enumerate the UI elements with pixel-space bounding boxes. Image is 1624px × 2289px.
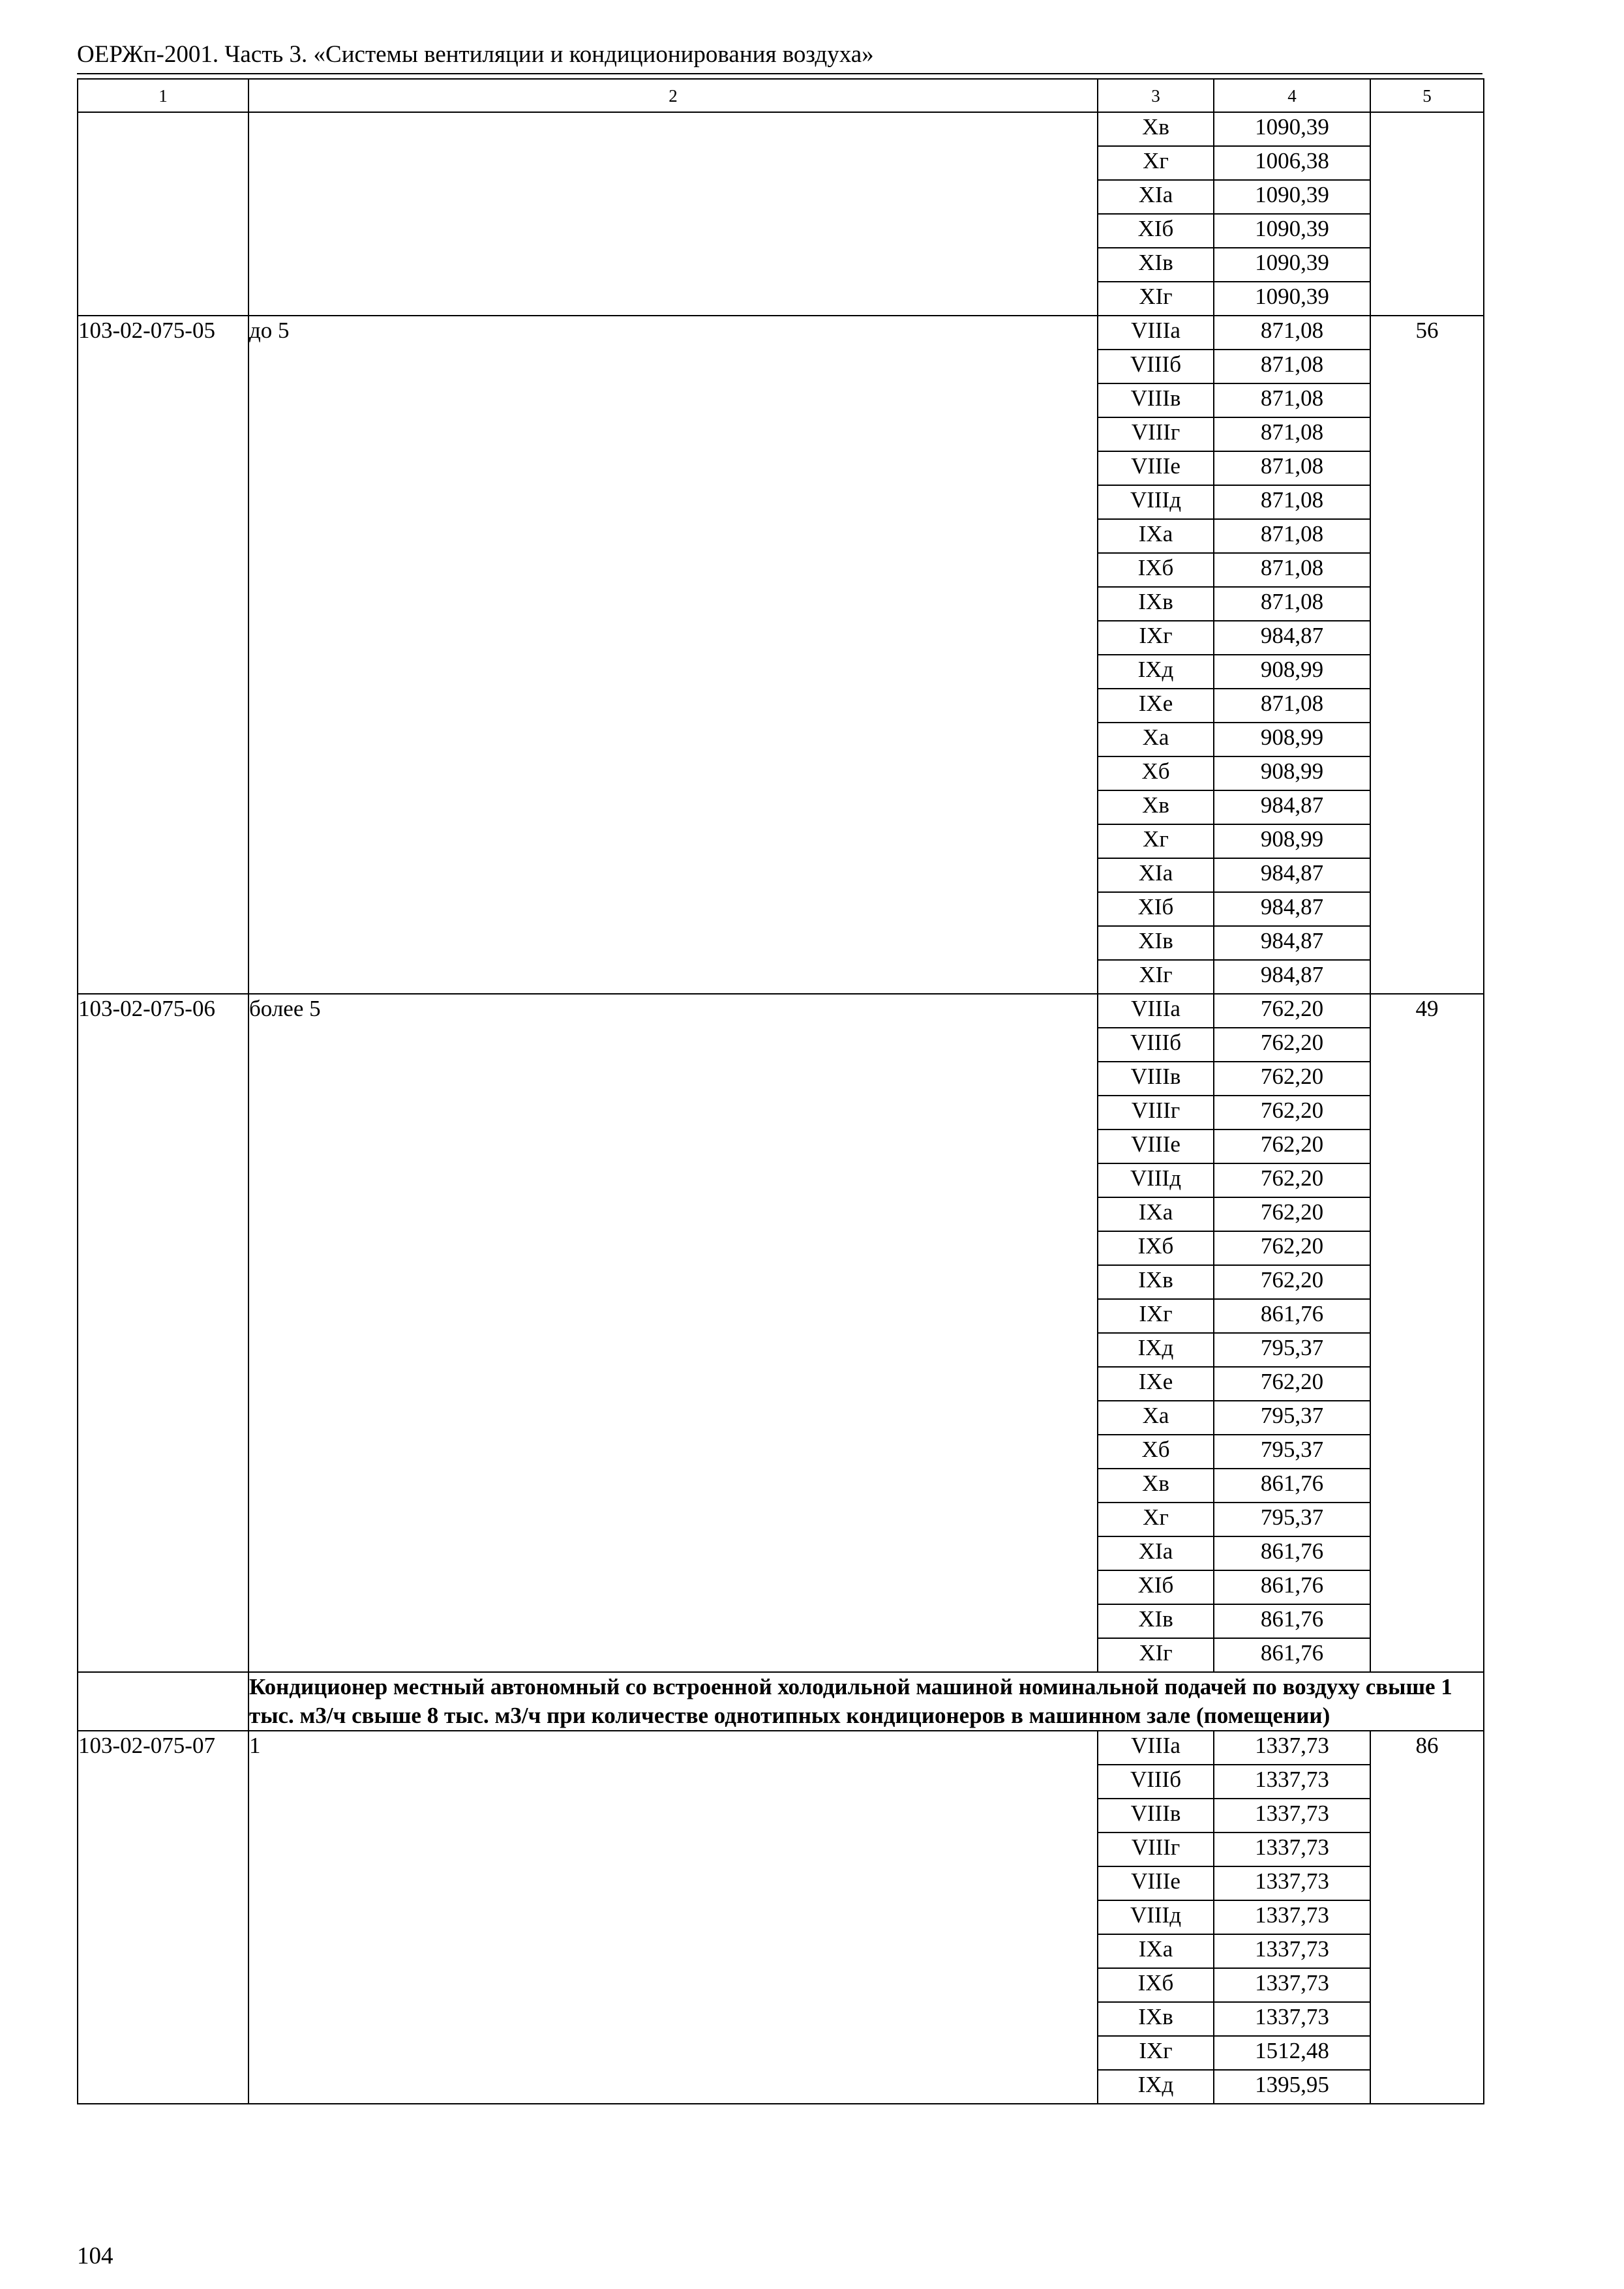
price-value: 984,87 xyxy=(1214,892,1370,926)
price-value: 762,20 xyxy=(1214,1265,1370,1299)
price-value: 861,76 xyxy=(1214,1638,1370,1672)
zone-code: IХе xyxy=(1098,689,1214,723)
price-value: 795,37 xyxy=(1214,1333,1370,1367)
zone-code: IХв xyxy=(1098,1265,1214,1299)
column-number: 3 xyxy=(1098,79,1214,112)
zone-code: ХIб xyxy=(1098,214,1214,248)
price-value: 871,08 xyxy=(1214,689,1370,723)
zone-code: IХб xyxy=(1098,1231,1214,1265)
item-value: 49 xyxy=(1370,994,1484,1672)
zone-code: VIIIб xyxy=(1098,350,1214,383)
zone-code: ХIб xyxy=(1098,1570,1214,1604)
price-value: 984,87 xyxy=(1214,790,1370,824)
item-code xyxy=(78,112,248,316)
zone-code: ХIг xyxy=(1098,960,1214,994)
zone-code: IХе xyxy=(1098,1367,1214,1401)
zone-code: ХIа xyxy=(1098,1536,1214,1570)
zone-code: VIIIг xyxy=(1098,1096,1214,1130)
zone-code: IХд xyxy=(1098,655,1214,689)
price-value: 871,08 xyxy=(1214,451,1370,485)
zone-code: IХд xyxy=(1098,1333,1214,1367)
zone-code: ХIв xyxy=(1098,248,1214,282)
zone-code: ХIв xyxy=(1098,926,1214,960)
price-value: 762,20 xyxy=(1214,1096,1370,1130)
item-description: более 5 xyxy=(248,994,1098,1672)
price-value: 871,08 xyxy=(1214,417,1370,451)
zone-code: Хб xyxy=(1098,1435,1214,1469)
zone-code: IХг xyxy=(1098,2036,1214,2070)
price-value: 762,20 xyxy=(1214,1130,1370,1163)
price-value: 871,08 xyxy=(1214,587,1370,621)
price-value: 795,37 xyxy=(1214,1401,1370,1435)
price-value: 1090,39 xyxy=(1214,180,1370,214)
price-value: 1090,39 xyxy=(1214,214,1370,248)
item-value xyxy=(1370,112,1484,316)
price-value: 762,20 xyxy=(1214,1367,1370,1401)
zone-code: Хг xyxy=(1098,824,1214,858)
zone-code: VIIIе xyxy=(1098,1866,1214,1900)
price-value: 762,20 xyxy=(1214,1197,1370,1231)
page-header: ОЕРЖп-2001. Часть 3. «Системы вентиляции и кондиционирования воздуха» xyxy=(77,41,874,68)
price-value: 908,99 xyxy=(1214,723,1370,756)
zone-code: Хв xyxy=(1098,790,1214,824)
item-value: 56 xyxy=(1370,316,1484,994)
price-value: 871,08 xyxy=(1214,316,1370,350)
price-value: 871,08 xyxy=(1214,350,1370,383)
price-value: 1090,39 xyxy=(1214,112,1370,146)
table-row xyxy=(78,316,1484,350)
item-code: 103-02-075-06 xyxy=(78,994,248,1672)
price-value: 908,99 xyxy=(1214,756,1370,790)
zone-code: IХв xyxy=(1098,2002,1214,2036)
price-value: 984,87 xyxy=(1214,621,1370,655)
zone-code: VIIIд xyxy=(1098,1163,1214,1197)
price-value: 762,20 xyxy=(1214,1062,1370,1096)
zone-code: ХIа xyxy=(1098,858,1214,892)
price-value: 1395,95 xyxy=(1214,2070,1370,2104)
zone-code: VIIIа xyxy=(1098,1731,1214,1765)
zone-code: VIIIв xyxy=(1098,1799,1214,1833)
section-title: Кондиционер местный автономный со встроенной холодильной машиной номинальной подачей по воздуху свыше 1 тыс. м3/ч свыше 8 тыс. м3/ч при количестве однотипных кондиционеров в машинном зале (помещении) xyxy=(248,1672,1484,1731)
zone-code: VIIIа xyxy=(1098,316,1214,350)
zone-code: Хв xyxy=(1098,1469,1214,1503)
price-value: 762,20 xyxy=(1214,1163,1370,1197)
item-description xyxy=(248,112,1098,316)
price-value: 871,08 xyxy=(1214,553,1370,587)
zone-code: Хв xyxy=(1098,112,1214,146)
price-value: 861,76 xyxy=(1214,1536,1370,1570)
price-value: 984,87 xyxy=(1214,926,1370,960)
zone-code: Хг xyxy=(1098,1503,1214,1536)
zone-code: IХа xyxy=(1098,1934,1214,1968)
price-value: 762,20 xyxy=(1214,1231,1370,1265)
column-number: 5 xyxy=(1370,79,1484,112)
zone-code: IХв xyxy=(1098,587,1214,621)
column-number: 2 xyxy=(248,79,1098,112)
price-value: 871,08 xyxy=(1214,519,1370,553)
column-number-row xyxy=(78,79,1484,112)
table-row xyxy=(78,994,1484,1028)
zone-code: Ха xyxy=(1098,1401,1214,1435)
zone-code: VIIIб xyxy=(1098,1765,1214,1799)
price-value: 871,08 xyxy=(1214,485,1370,519)
section-code-cell xyxy=(78,1672,248,1731)
price-value: 1337,73 xyxy=(1214,2002,1370,2036)
zone-code: ХIв xyxy=(1098,1604,1214,1638)
price-value: 861,76 xyxy=(1214,1570,1370,1604)
price-value: 1337,73 xyxy=(1214,1731,1370,1765)
item-value: 86 xyxy=(1370,1731,1484,2104)
zone-code: IХд xyxy=(1098,2070,1214,2104)
column-number: 4 xyxy=(1214,79,1370,112)
table-row xyxy=(78,112,1484,146)
price-value: 861,76 xyxy=(1214,1604,1370,1638)
zone-code: ХIб xyxy=(1098,892,1214,926)
rates-table xyxy=(77,78,1484,2104)
zone-code: ХIа xyxy=(1098,180,1214,214)
price-value: 1090,39 xyxy=(1214,248,1370,282)
zone-code: Хг xyxy=(1098,146,1214,180)
zone-code: VIIIв xyxy=(1098,1062,1214,1096)
header-rule xyxy=(77,73,1482,74)
price-value: 795,37 xyxy=(1214,1503,1370,1536)
price-value: 984,87 xyxy=(1214,960,1370,994)
item-code: 103-02-075-05 xyxy=(78,316,248,994)
zone-code: Ха xyxy=(1098,723,1214,756)
table-row xyxy=(78,1731,1484,1765)
price-value: 795,37 xyxy=(1214,1435,1370,1469)
price-value: 1006,38 xyxy=(1214,146,1370,180)
zone-code: VIIIб xyxy=(1098,1028,1214,1062)
item-description: 1 xyxy=(248,1731,1098,2104)
price-value: 984,87 xyxy=(1214,858,1370,892)
zone-code: IХа xyxy=(1098,1197,1214,1231)
zone-code: VIIIе xyxy=(1098,451,1214,485)
zone-code: VIIIг xyxy=(1098,417,1214,451)
section-row xyxy=(78,1672,1484,1731)
price-value: 871,08 xyxy=(1214,383,1370,417)
zone-code: IХб xyxy=(1098,553,1214,587)
zone-code: Хб xyxy=(1098,756,1214,790)
zone-code: VIIIд xyxy=(1098,1900,1214,1934)
zone-code: VIIIв xyxy=(1098,383,1214,417)
zone-code: VIIIа xyxy=(1098,994,1214,1028)
column-number: 1 xyxy=(78,79,248,112)
price-value: 1337,73 xyxy=(1214,1900,1370,1934)
zone-code: ХIг xyxy=(1098,282,1214,316)
price-value: 1337,73 xyxy=(1214,1765,1370,1799)
zone-code: ХIг xyxy=(1098,1638,1214,1672)
price-value: 1337,73 xyxy=(1214,1866,1370,1900)
item-description: до 5 xyxy=(248,316,1098,994)
price-value: 1337,73 xyxy=(1214,1833,1370,1866)
zone-code: IХб xyxy=(1098,1968,1214,2002)
item-code: 103-02-075-07 xyxy=(78,1731,248,2104)
price-value: 908,99 xyxy=(1214,655,1370,689)
price-value: 1337,73 xyxy=(1214,1968,1370,2002)
page-number: 104 xyxy=(77,2243,113,2269)
price-value: 1337,73 xyxy=(1214,1799,1370,1833)
price-value: 1090,39 xyxy=(1214,282,1370,316)
zone-code: VIIIд xyxy=(1098,485,1214,519)
zone-code: VIIIе xyxy=(1098,1130,1214,1163)
price-value: 861,76 xyxy=(1214,1299,1370,1333)
price-value: 762,20 xyxy=(1214,994,1370,1028)
zone-code: IХа xyxy=(1098,519,1214,553)
zone-code: IХг xyxy=(1098,1299,1214,1333)
zone-code: IХг xyxy=(1098,621,1214,655)
price-value: 861,76 xyxy=(1214,1469,1370,1503)
price-value: 908,99 xyxy=(1214,824,1370,858)
price-value: 1512,48 xyxy=(1214,2036,1370,2070)
zone-code: VIIIг xyxy=(1098,1833,1214,1866)
price-value: 1337,73 xyxy=(1214,1934,1370,1968)
price-value: 762,20 xyxy=(1214,1028,1370,1062)
